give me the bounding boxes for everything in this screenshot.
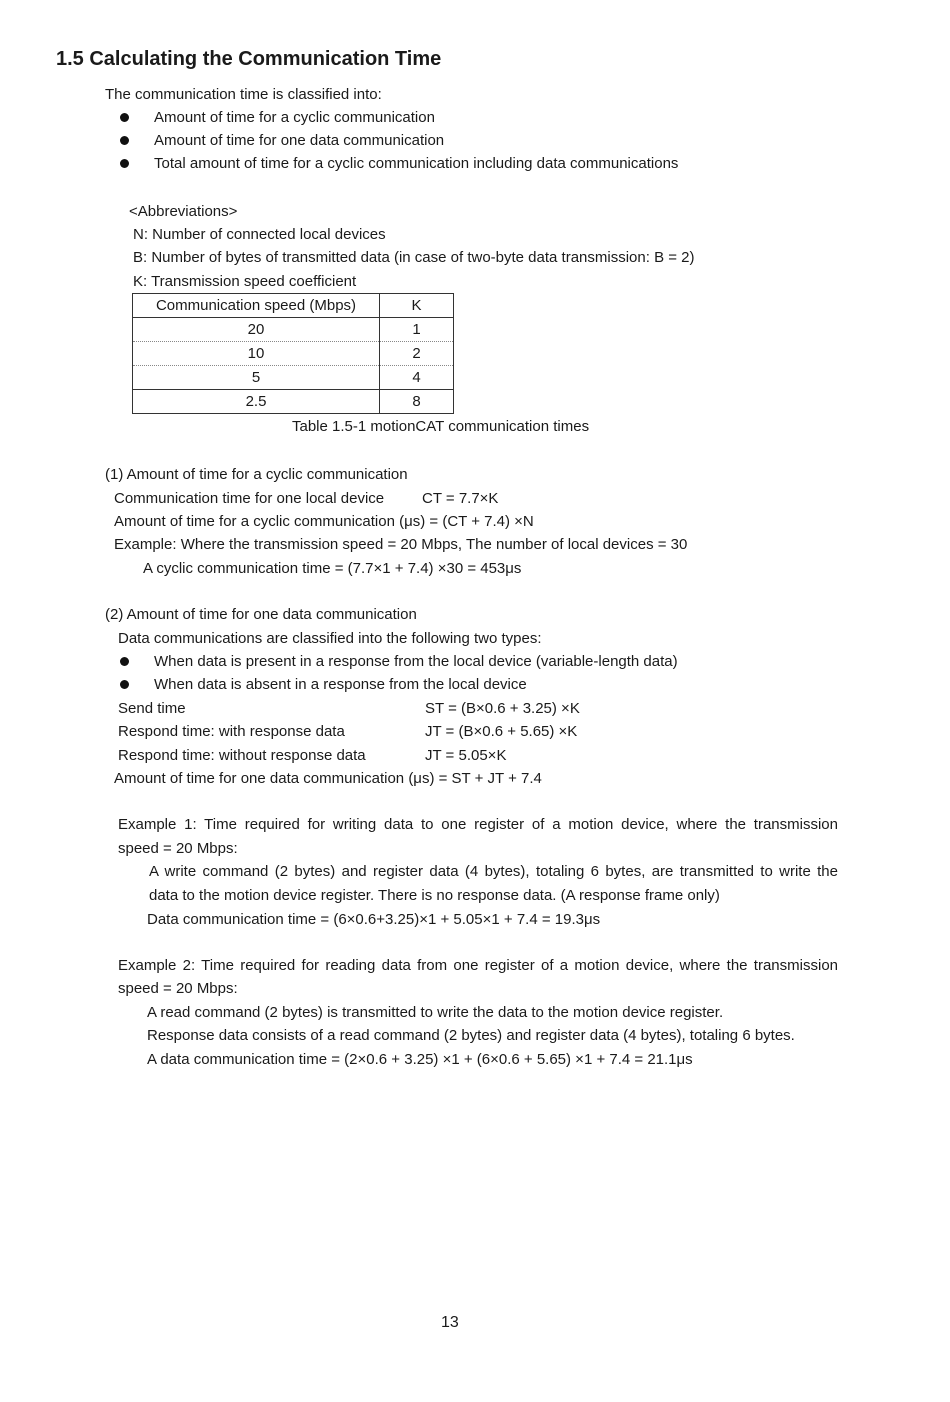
send-time-formula: ST = (B×0.6 + 3.25) ×K [425,700,580,717]
example-1-body-cont: data to the motion device register. There is no response data. (A response frame only) [149,887,720,904]
table-cell: 20 [133,318,380,342]
section-1-result: A cyclic communication time = (7.7×1 + 7.4) ×30 = 453μs [143,560,522,577]
page-number: 13 [441,1314,459,1331]
respond-without-formula: JT = 5.05×K [425,747,507,764]
table-cell: 8 [380,390,454,414]
table-header-cell: K [380,294,454,318]
section-2-title: (2) Amount of time for one data communication [105,606,417,623]
bullet-icon [120,680,129,689]
table-cell: 2.5 [133,390,380,414]
types-text: Data communications are classified into the following two types: [118,630,542,647]
table-header-cell: Communication speed (Mbps) [133,294,380,318]
example-1-body: A write command (2 bytes) and register data (4 bytes), totaling 6 bytes, are transmitted to write the [149,863,838,880]
intro-bullet: Amount of time for a cyclic communication [154,109,435,126]
respond-without-label: Respond time: without response data [118,747,366,764]
example-2-heading: Example 2: Time required for reading data from one register of a motion device, where the transmission [118,957,838,974]
example-2-body-cont: Response data consists of a read command (2 bytes) and register data (4 bytes), totaling 6 bytes. [147,1027,795,1044]
abbreviation-b: B: Number of bytes of transmitted data (in case of two-byte data transmission: B = 2) [133,249,695,266]
example-2-result: A data communication time = (2×0.6 + 3.25) ×1 + (6×0.6 + 5.65) ×1 + 7.4 = 21.1μs [147,1051,693,1068]
bullet-icon [120,159,129,168]
table-cell: 10 [133,342,380,366]
cyclic-formula: Amount of time for a cyclic communication (μs) = (CT + 7.4) ×N [114,513,534,530]
abbreviation-n: N: Number of connected local devices [133,226,386,243]
bullet-icon [120,657,129,666]
ct-formula: CT = 7.7×K [422,490,499,507]
table-caption: Table 1.5-1 motionCAT communication times [292,418,590,435]
respond-with-label: Respond time: with response data [118,723,345,740]
table-cell: 1 [380,318,454,342]
example-2-body: A read command (2 bytes) is transmitted to write the data to the motion device register. [147,1004,724,1021]
speed-coefficient-table [132,293,454,414]
table-cell: 2 [380,342,454,366]
table-cell: 4 [380,366,454,390]
example-1-result: Data communication time = (6×0.6+3.25)×1 + 5.05×1 + 7.4 = 19.3μs [147,911,601,928]
section-1-example: Example: Where the transmission speed = 20 Mbps, The number of local devices = 30 [114,536,688,553]
table-row [133,342,454,366]
bullet-icon [120,113,129,122]
type-bullet: When data is present in a response from the local device (variable-length data) [154,653,678,670]
table-cell: 5 [133,366,380,390]
section-heading: 1.5 Calculating the Communication Time [56,48,442,70]
example-1-heading: Example 1: Time required for writing data to one register of a motion device, where the transmission [118,816,838,833]
table-header-row [133,294,454,318]
intro-bullet: Total amount of time for a cyclic communication including data communications [154,155,679,172]
data-comm-total: Amount of time for one data communication (μs) = ST + JT + 7.4 [114,770,542,787]
intro-text: The communication time is classified into: [105,86,382,103]
ct-label: Communication time for one local device [114,490,385,507]
send-time-label: Send time [118,700,186,717]
table-row [133,366,454,390]
table-row [133,390,454,414]
section-1-title: (1) Amount of time for a cyclic communication [105,466,408,483]
intro-bullet: Amount of time for one data communication [154,132,445,149]
table-row [133,318,454,342]
respond-with-formula: JT = (B×0.6 + 5.65) ×K [425,723,578,740]
type-bullet: When data is absent in a response from the local device [154,676,527,693]
example-1-heading-cont: speed = 20 Mbps: [118,840,238,857]
example-2-heading-cont: speed = 20 Mbps: [118,980,238,997]
abbreviation-k: K: Transmission speed coefficient [133,273,357,290]
abbreviations-title: <Abbreviations> [129,203,238,220]
bullet-icon [120,136,129,145]
